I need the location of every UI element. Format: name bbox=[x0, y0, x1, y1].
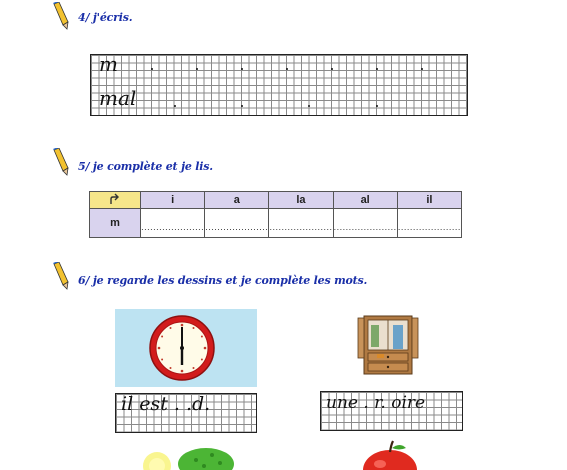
column-header: la bbox=[269, 192, 333, 209]
clock-icon bbox=[115, 309, 257, 387]
column-header: i bbox=[141, 192, 205, 209]
pencil-icon bbox=[50, 2, 72, 32]
writing-grid bbox=[90, 54, 468, 116]
arrow-icon bbox=[108, 193, 122, 205]
wardrobe-icon bbox=[357, 313, 419, 377]
section-6-heading: 6/ je regarde les dessins et je complète les mots. bbox=[78, 274, 368, 287]
arrow-cell bbox=[90, 192, 141, 209]
word-puzzle: une . r. oire bbox=[326, 393, 426, 413]
model-word: mal bbox=[99, 86, 137, 110]
model-letter: m bbox=[99, 52, 118, 76]
blank-cell[interactable]: ..................... bbox=[141, 209, 205, 238]
blank-cell[interactable]: ..................... bbox=[397, 209, 461, 238]
section-4-heading: 4/ j'écris. bbox=[78, 11, 133, 24]
section-5-heading: 5/ je complète et je lis. bbox=[78, 160, 213, 173]
column-header: il bbox=[397, 192, 461, 209]
column-header: al bbox=[333, 192, 397, 209]
row-label: m bbox=[90, 209, 141, 238]
syllable-table bbox=[89, 191, 462, 238]
column-header: a bbox=[205, 192, 269, 209]
word-puzzle: il est . .d. bbox=[121, 393, 211, 415]
blank-cell[interactable]: ..................... bbox=[205, 209, 269, 238]
pencil-icon bbox=[50, 148, 72, 178]
blank-cell[interactable]: ..................... bbox=[333, 209, 397, 238]
apple-icon bbox=[356, 440, 422, 470]
pencil-icon bbox=[50, 262, 72, 292]
tree-icon bbox=[124, 446, 236, 470]
blank-cell[interactable]: ..................... bbox=[269, 209, 333, 238]
